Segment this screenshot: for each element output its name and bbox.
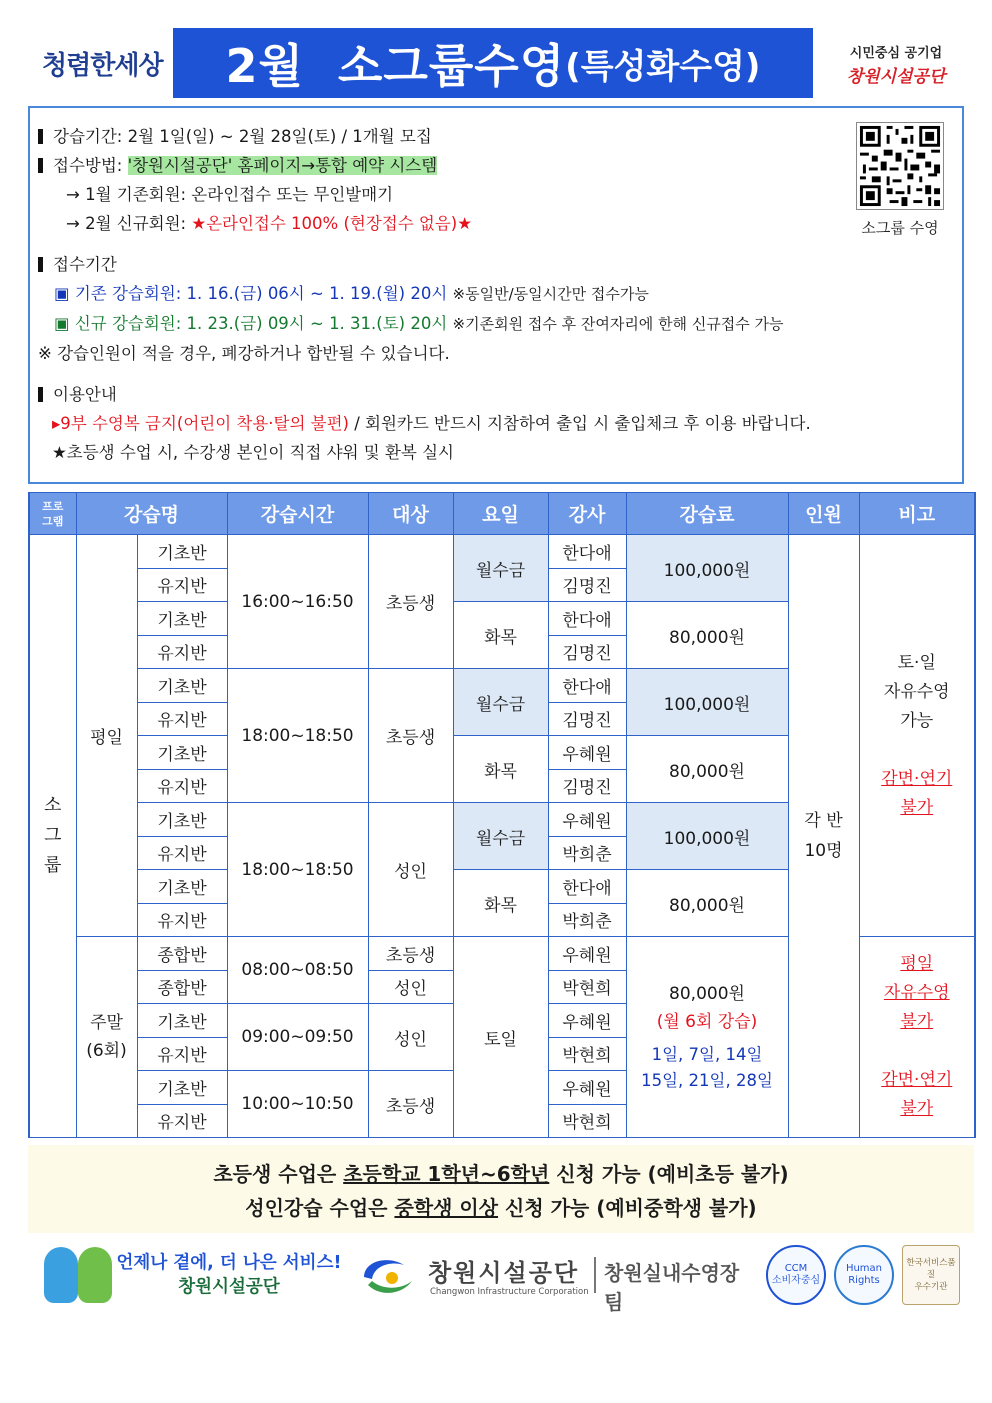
integrity-logo — [42, 38, 182, 88]
teacher-cell: 김명진 — [548, 702, 626, 736]
fee-cell: 80,000원 — [626, 602, 788, 669]
usage-card-rule: / 회원카드 반드시 지참하여 출입 시 출입체크 후 이용 바랍니다. — [348, 414, 811, 433]
col-header-note: 비고 — [859, 493, 975, 535]
feb-new-label: → 2월 신규회원: — [66, 214, 192, 233]
day-cell: 화목 — [453, 870, 548, 937]
usage-title: 이용안내 — [53, 385, 117, 404]
square-marker-icon: ▣ — [54, 314, 70, 333]
col-header-capacity: 인원 — [788, 493, 859, 535]
time-cell: 08:00~08:50 — [227, 937, 368, 1004]
target-cell: 초등생 — [368, 937, 453, 971]
header-text: 프로그램 — [42, 499, 64, 528]
class-cell: 기초반 — [137, 669, 227, 703]
program-name: 소그룹 — [44, 795, 62, 876]
mascot-green-icon — [78, 1247, 112, 1303]
existing-period: 기존 강습회원: 1. 16.(금) 06시 ~ 1. 19.(월) 20시 — [74, 284, 448, 303]
qr-code[interactable] — [856, 122, 944, 210]
service-quality-badge-icon: 한국서비스품질 우수기관 — [902, 1245, 960, 1305]
mascot-blue-icon — [44, 1247, 78, 1303]
new-note: ※기존회원 접수 후 잔여자리에 한해 신규접수 가능 — [452, 315, 784, 333]
notice-line-adult — [28, 1191, 974, 1225]
ccm-badge-icon: CCM 소비자중심 — [766, 1245, 826, 1305]
day-cell: 월수금 — [453, 669, 548, 736]
corp-emblem-icon — [358, 1251, 418, 1303]
class-cell: 유지반 — [137, 836, 227, 870]
col-header-day: 요일 — [453, 493, 548, 535]
info-feb-new — [38, 209, 954, 238]
target-cell: 성인 — [368, 970, 453, 1004]
notice-text: 신청 가능 (예비초등 불가) — [549, 1162, 789, 1186]
fee-cell: 100,000원 — [626, 669, 788, 736]
info-period — [38, 122, 954, 151]
weekend-fee-cell — [626, 937, 788, 1138]
existing-note: ※동일반/동일시간만 접수가능 — [452, 285, 649, 303]
notice-underlined: 중학생 이상 — [394, 1196, 499, 1220]
corp-name-en: Changwon Infrastructure Corporation — [430, 1287, 589, 1297]
weekend-fee-sessions: (월 6회 강습) — [656, 1012, 758, 1032]
col-header-class: 강습명 — [76, 493, 227, 535]
teacher-cell: 우혜원 — [548, 736, 626, 770]
col-header-program — [29, 493, 76, 535]
footer-slogan — [114, 1251, 344, 1299]
teacher-cell: 한다애 — [548, 535, 626, 569]
notice-line-elementary — [28, 1157, 974, 1191]
slogan-corp: 창원시설공단 — [178, 1277, 280, 1297]
weekday-cell: 평일 — [76, 535, 137, 937]
info-usage-star: ★초등생 수업 시, 수강생 본인이 직접 샤워 및 환복 실시 — [52, 443, 454, 462]
fee-cell: 100,000원 — [626, 803, 788, 870]
teacher-cell: 김명진 — [548, 769, 626, 803]
day-cell: 화목 — [453, 736, 548, 803]
integrity-logo-text: 청렴한세상 — [42, 50, 163, 81]
qr-code-image — [857, 123, 943, 209]
corp-name: 창원시설공단 — [428, 1258, 580, 1287]
teacher-cell: 박희춘 — [548, 836, 626, 870]
reception-title: 접수기간 — [53, 255, 117, 274]
class-cell: 유지반 — [137, 1104, 227, 1138]
corp-brand — [358, 1249, 758, 1314]
class-cell: 유지반 — [137, 769, 227, 803]
target-cell: 성인 — [368, 1004, 453, 1071]
class-cell: 유지반 — [137, 903, 227, 937]
class-cell: 유지반 — [137, 702, 227, 736]
class-cell: 유지반 — [137, 568, 227, 602]
page-footer — [28, 1243, 964, 1314]
class-cell: 기초반 — [137, 602, 227, 636]
notice-text: 성인강습 수업은 — [245, 1196, 395, 1220]
target-cell: 성인 — [368, 803, 453, 937]
bullet-marker — [38, 257, 43, 272]
page-header — [28, 28, 964, 98]
class-cell: 유지반 — [137, 635, 227, 669]
class-cell: 유지반 — [137, 1037, 227, 1071]
day-cell: 토일 — [453, 937, 548, 1138]
time-cell: 18:00~18:50 — [227, 669, 368, 803]
class-cell: 기초반 — [137, 535, 227, 569]
fee-cell: 100,000원 — [626, 535, 788, 602]
info-box — [28, 106, 964, 484]
target-cell: 초등생 — [368, 1071, 453, 1138]
class-cell: 기초반 — [137, 1071, 227, 1105]
teacher-cell: 한다애 — [548, 602, 626, 636]
title-sub: (특성화수영) — [565, 46, 761, 87]
teacher-cell: 박현희 — [548, 970, 626, 1004]
class-cell: 종합반 — [137, 937, 227, 971]
target-cell: 초등생 — [368, 669, 453, 803]
notice-text: 초등생 수업은 — [213, 1162, 344, 1186]
weekend-note-cell — [859, 937, 975, 1138]
class-cell: 기초반 — [137, 1004, 227, 1038]
notice-underlined: 초등학교 1학년~6학년 — [343, 1162, 550, 1186]
class-cell: 종합반 — [137, 970, 227, 1004]
weekend-fee: 80,000원 — [669, 984, 745, 1004]
target-cell: 초등생 — [368, 535, 453, 669]
feb-new-online-only: ★온라인접수 100% (현장접수 없음)★ — [191, 214, 473, 233]
weekend-note-no-free-swim: 평일 자유수영 불가 — [883, 954, 950, 1032]
teacher-cell: 박현희 — [548, 1104, 626, 1138]
col-header-target: 대상 — [368, 493, 453, 535]
weekend-cell: 주말 (6회) — [76, 937, 137, 1138]
teacher-cell: 박희춘 — [548, 903, 626, 937]
corp-logo-slogan: 시민중심 공기업 — [849, 46, 943, 61]
divider — [594, 1257, 596, 1293]
square-marker-icon: ▣ — [54, 284, 70, 303]
weekday-note-cell — [859, 535, 975, 937]
bullet-marker — [38, 158, 43, 173]
teacher-cell: 박현희 — [548, 1037, 626, 1071]
program-cell — [29, 535, 76, 1138]
method-label: 접수방법: — [53, 156, 123, 175]
info-method — [38, 151, 954, 180]
capacity-cell: 각 반 10명 — [788, 535, 859, 1138]
bullet-marker — [38, 387, 43, 402]
teacher-cell: 김명진 — [548, 635, 626, 669]
day-cell: 화목 — [453, 602, 548, 669]
qr-label: 소그룹 수영 — [861, 219, 939, 237]
eligibility-notice — [28, 1145, 974, 1233]
info-jan-members: → 1월 기존회원: 온라인접수 또는 무인발매기 — [66, 185, 394, 204]
class-cell: 기초반 — [137, 870, 227, 904]
fee-cell: 80,000원 — [626, 736, 788, 803]
col-header-teacher: 강사 — [548, 493, 626, 535]
info-existing — [38, 279, 954, 309]
slogan-text: 언제나 곁에, 더 나은 서비스! — [116, 1253, 342, 1273]
col-header-fee: 강습료 — [626, 493, 788, 535]
human-rights-badge-icon: Human Rights — [834, 1245, 894, 1305]
time-cell: 10:00~10:50 — [227, 1071, 368, 1138]
notice-text: 신청 가능 (예비중학생 불가) — [498, 1196, 757, 1220]
time-cell: 09:00~09:50 — [227, 1004, 368, 1071]
corp-logo-name: 창원시설공단 — [846, 67, 946, 87]
weekday-note-no-discount: 감면·연기 불가 — [881, 768, 953, 818]
team-name: 창원실내수영장팀 — [604, 1261, 740, 1314]
table-row — [29, 535, 975, 569]
teacher-cell: 우혜원 — [548, 1004, 626, 1038]
col-header-time: 강습시간 — [227, 493, 368, 535]
info-new — [38, 309, 954, 339]
teacher-cell: 한다애 — [548, 870, 626, 904]
teacher-cell: 우혜원 — [548, 937, 626, 971]
corp-logo — [826, 42, 966, 87]
teacher-cell: 김명진 — [548, 568, 626, 602]
info-cancel-note: ※ 강습인원이 적을 경우, 폐강하거나 합반될 수 있습니다. — [38, 344, 450, 363]
day-cell: 월수금 — [453, 535, 548, 602]
page-title — [173, 28, 813, 98]
class-cell: 기초반 — [137, 736, 227, 770]
bullet-marker — [38, 129, 43, 144]
weekend-note-no-discount: 감면·연기 불가 — [881, 1070, 953, 1119]
teacher-cell: 한다애 — [548, 669, 626, 703]
info-reception-title — [38, 250, 954, 279]
table-header-row — [29, 493, 975, 535]
class-cell: 기초반 — [137, 803, 227, 837]
title-main: 2월 소그룹수영 — [225, 39, 566, 93]
schedule-table — [28, 492, 976, 1138]
period-value: 2월 1일(일) ~ 2월 28일(토) / 1개월 모집 — [127, 127, 432, 146]
new-period: 신규 강습회원: 1. 23.(금) 09시 ~ 1. 31.(토) 20시 — [74, 314, 448, 333]
teacher-cell: 우혜원 — [548, 1071, 626, 1105]
teacher-cell: 우혜원 — [548, 803, 626, 837]
info-usage — [38, 409, 954, 438]
usage-swimsuit-rule: ▸9부 수영복 금지(어린이 착용·탈의 불편) — [52, 414, 349, 433]
fee-cell: 80,000원 — [626, 870, 788, 937]
period-label: 강습기간: — [53, 127, 123, 146]
time-cell: 16:00~16:50 — [227, 535, 368, 669]
time-cell: 18:00~18:50 — [227, 803, 368, 937]
weekday-note-free-swim: 토·일 자유수영 가능 — [883, 652, 950, 731]
method-value: '창원시설공단' 홈페이지→통합 예약 시스템 — [127, 156, 438, 175]
day-cell: 월수금 — [453, 803, 548, 870]
weekend-dates: 1일, 7일, 14일 15일, 21일, 28일 — [641, 1045, 773, 1090]
info-usage-title — [38, 380, 954, 409]
